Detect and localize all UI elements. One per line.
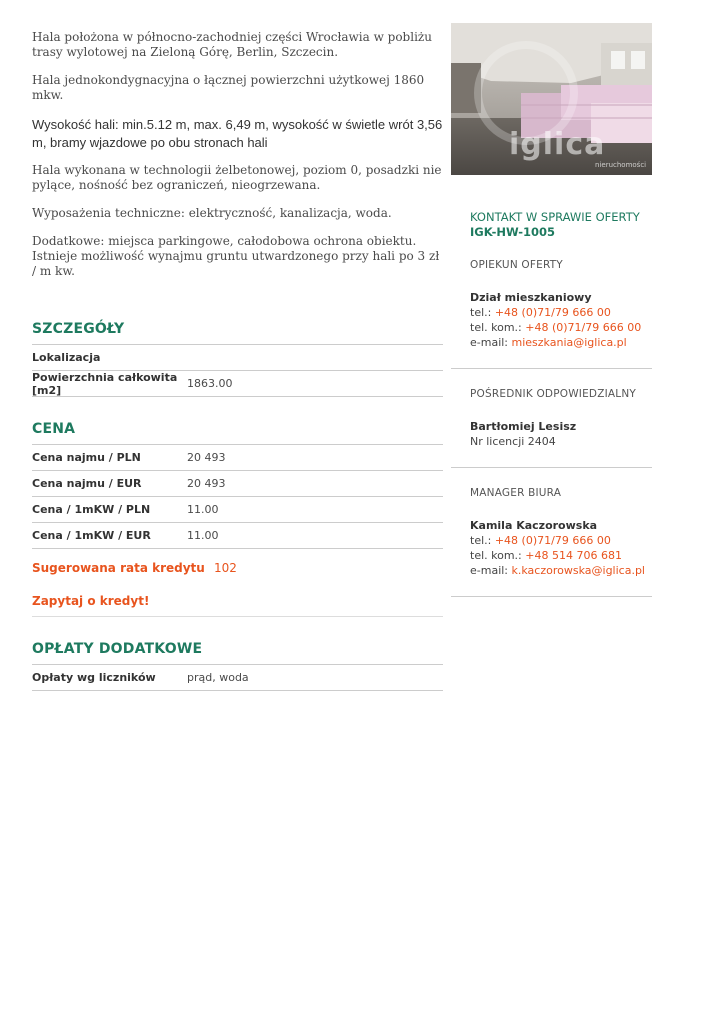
mobile-label: tel. kom.: <box>470 321 526 334</box>
price-row <box>32 445 443 471</box>
caretaker-phone <box>470 305 652 320</box>
row-label: Cena / 1mKW / PLN <box>32 503 151 516</box>
price-section <box>32 421 443 617</box>
main-content <box>32 30 443 691</box>
row-label: Powierzchnia całkowita [m2] <box>32 370 178 397</box>
contact-title: KONTAKT W SPRAWIE OFERTY <box>470 210 640 224</box>
manager-mobile <box>470 548 652 563</box>
phone-label: tel.: <box>470 306 495 319</box>
broker-heading: POŚREDNIK ODPOWIEDZIALNY <box>470 388 636 400</box>
caretaker-mobile-link[interactable]: +48 (0)71/79 666 00 <box>525 321 642 334</box>
manager-mobile-link[interactable]: +48 514 706 681 <box>525 549 622 562</box>
row-label: Cena najmu / EUR <box>32 477 142 490</box>
fees-section <box>32 641 443 691</box>
logo-tagline: nieruchomości <box>595 161 647 169</box>
caretaker-block <box>451 258 652 369</box>
description-height: Wysokość hali: min.5.12 m, max. 6,49 m, wysokość w świetle wrót 3,56 m, bramy wjazdowe po obu stronach hali <box>32 117 443 150</box>
fees-title: OPŁATY DODATKOWE <box>32 641 443 665</box>
caretaker-name: Dział mieszkaniowy <box>470 291 592 304</box>
broker-name: Bartłomiej Lesisz <box>470 420 577 433</box>
manager-email <box>470 563 652 578</box>
property-photo <box>451 23 652 175</box>
description-additional: Dodatkowe: miejsca parkingowe, całodobowa ochrona obiektu. Istnieje możliwość wynajmu gruntu utwardzonego przy hali po 3 zł / m kw. <box>32 234 440 278</box>
credit-installment <box>32 561 443 575</box>
manager-phone-link[interactable]: +48 (0)71/79 666 00 <box>494 534 611 547</box>
manager-block <box>451 486 652 597</box>
price-title: CENA <box>32 421 443 445</box>
ask-credit-link[interactable]: Zapytaj o kredyt! <box>32 594 443 617</box>
price-row <box>32 523 443 549</box>
contact-header <box>451 210 652 240</box>
row-label: Cena najmu / PLN <box>32 451 141 464</box>
logo-watermark: iglica <box>509 127 606 162</box>
caretaker-phone-link[interactable]: +48 (0)71/79 666 00 <box>494 306 611 319</box>
email-label: e-mail: <box>470 336 512 349</box>
price-row <box>32 471 443 497</box>
credit-value: 102 <box>214 561 237 575</box>
credit-label: Sugerowana rata kredytu <box>32 561 205 575</box>
caretaker-email-link[interactable]: mieszkania@iglica.pl <box>511 336 627 349</box>
manager-heading: MANAGER BIURA <box>470 487 562 499</box>
row-value: 20 493 <box>187 451 226 464</box>
manager-email-link[interactable]: k.kaczorowska@iglica.pl <box>511 564 645 577</box>
description-equipment: Wyposażenia techniczne: elektryczność, kanalizacja, woda. <box>32 206 392 220</box>
details-section <box>32 321 443 397</box>
row-label: Cena / 1mKW / EUR <box>32 529 151 542</box>
caretaker-email <box>470 335 652 350</box>
row-label: Opłaty wg liczników <box>32 671 156 684</box>
row-value: 1863.00 <box>187 377 233 390</box>
sidebar <box>451 23 652 597</box>
details-title: SZCZEGÓŁY <box>32 321 443 345</box>
offer-code: IGK-HW-1005 <box>470 225 555 239</box>
caretaker-mobile <box>470 320 652 335</box>
row-value: prąd, woda <box>187 671 249 684</box>
description <box>32 30 443 279</box>
description-area: Hala jednokondygnacyjna o łącznej powierzchni użytkowej 1860 mkw. <box>32 73 425 102</box>
description-location: Hala położona w północno-zachodniej części Wrocławia w pobliżu trasy wylotowej na Zieloną Górę, Berlin, Szczecin. <box>32 30 432 59</box>
row-value: 11.00 <box>187 529 219 542</box>
row-label: Lokalizacja <box>32 351 101 364</box>
caretaker-heading: OPIEKUN OFERTY <box>470 259 563 271</box>
details-row-area <box>32 371 443 397</box>
row-value: 11.00 <box>187 503 219 516</box>
manager-phone <box>470 533 652 548</box>
phone-label: tel.: <box>470 534 495 547</box>
price-row <box>32 497 443 523</box>
broker-block <box>451 387 652 468</box>
email-label: e-mail: <box>470 564 512 577</box>
description-technology: Hala wykonana w technologii żelbetonowej, poziom 0, posadzki nie pylące, nośność bez ograniczeń, nieogrzewana. <box>32 163 442 192</box>
fees-row <box>32 665 443 691</box>
details-row-location <box>32 345 443 371</box>
manager-name: Kamila Kaczorowska <box>470 519 598 532</box>
row-value: 20 493 <box>187 477 226 490</box>
mobile-label: tel. kom.: <box>470 549 526 562</box>
broker-license: Nr licencji 2404 <box>470 435 556 448</box>
